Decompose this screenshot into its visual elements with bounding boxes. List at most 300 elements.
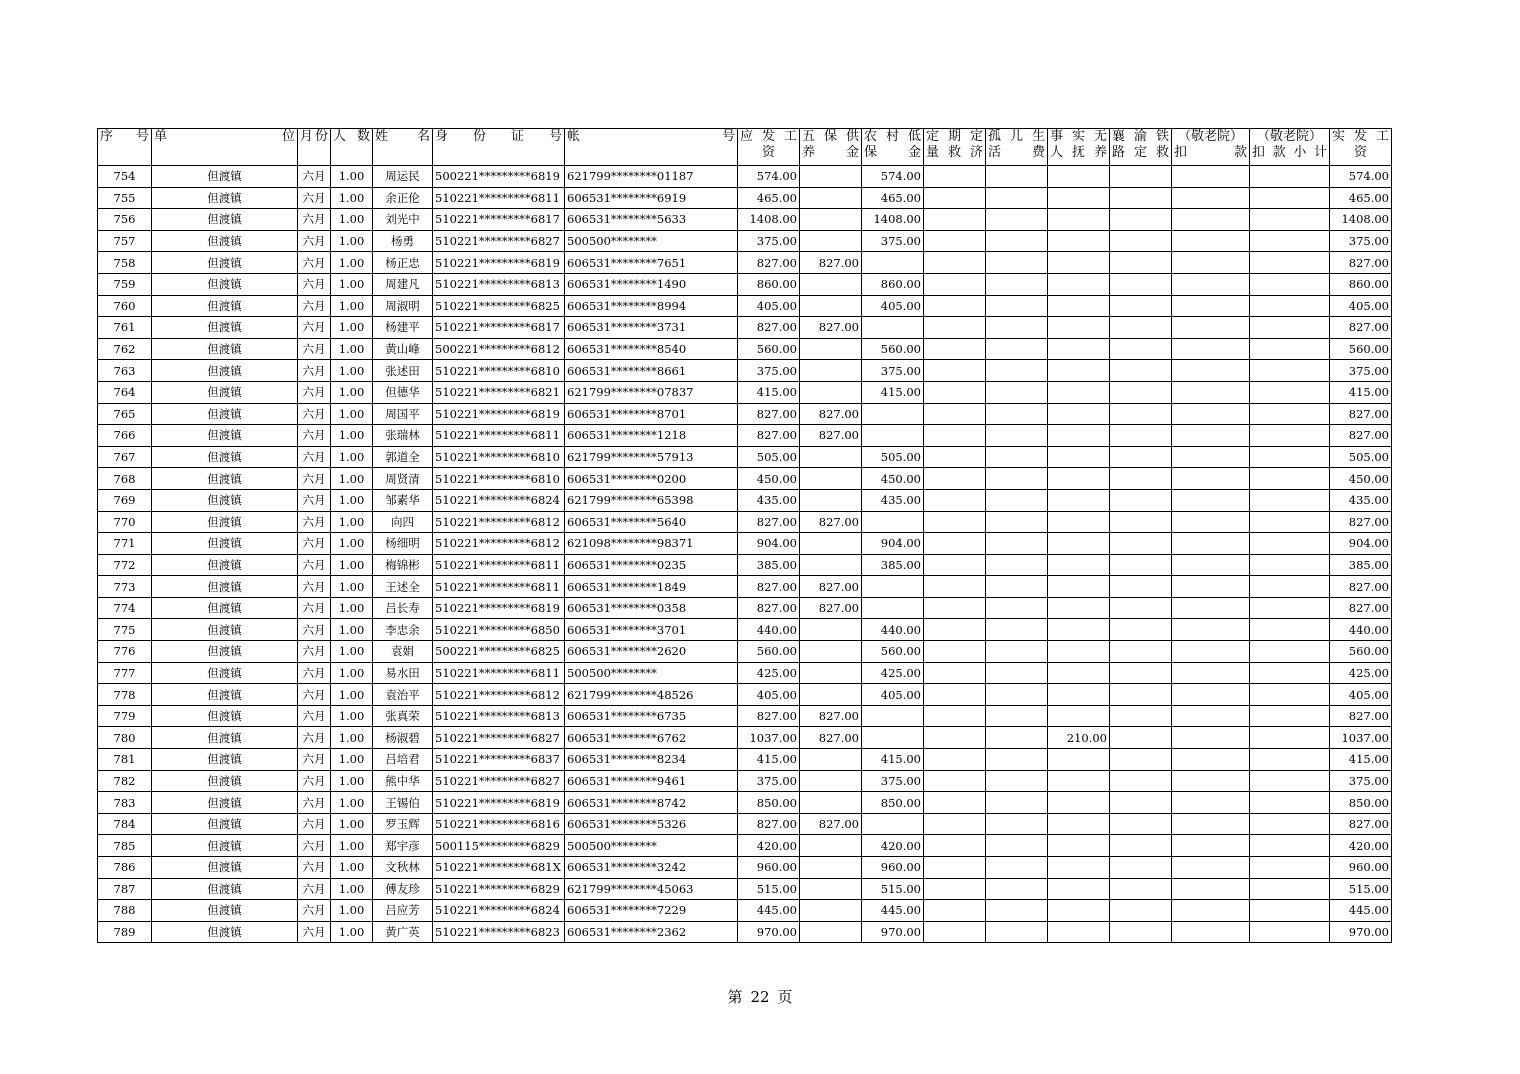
cell-due-wage: 420.00 — [738, 835, 800, 857]
cell-name: 但德华 — [373, 381, 433, 403]
cell-dibao: 435.00 — [862, 489, 924, 511]
cell-dibao — [862, 813, 924, 835]
cell-account: 606531********0358 — [565, 597, 738, 619]
cell-month: 六月 — [298, 381, 331, 403]
cell-persons: 1.00 — [331, 835, 373, 857]
table-row — [98, 813, 1392, 835]
cell-nursing-subtotal — [1250, 900, 1330, 922]
cell-dibao: 405.00 — [862, 295, 924, 317]
cell-wubao — [800, 295, 862, 317]
cell-month: 六月 — [298, 684, 331, 706]
cell-dingliang — [924, 252, 986, 274]
cell-due-wage: 827.00 — [738, 705, 800, 727]
cell-unit: 但渡镇 — [152, 295, 298, 317]
cell-unit: 但渡镇 — [152, 209, 298, 231]
cell-wubao: 827.00 — [800, 727, 862, 749]
cell-orphan — [986, 597, 1048, 619]
cell-dingliang — [924, 338, 986, 360]
cell-railway — [1110, 273, 1172, 295]
cell-account: 606531********8540 — [565, 338, 738, 360]
table-row — [98, 403, 1392, 425]
cell-nursing-subtotal — [1250, 187, 1330, 209]
cell-dingliang — [924, 209, 986, 231]
cell-id-number: 510221*********6827 — [433, 230, 565, 252]
cell-nursing-deduct — [1172, 338, 1250, 360]
col-wubao: 五 保 供 养 金 — [800, 129, 862, 166]
cell-net-wage: 827.00 — [1330, 425, 1392, 447]
cell-dingliang — [924, 576, 986, 598]
cell-month: 六月 — [298, 857, 331, 879]
table-row — [98, 921, 1392, 943]
cell-unit: 但渡镇 — [152, 597, 298, 619]
table-row — [98, 749, 1392, 771]
cell-nursing-deduct — [1172, 921, 1250, 943]
cell-seq: 761 — [98, 317, 152, 339]
cell-dingliang — [924, 705, 986, 727]
cell-orphan — [986, 381, 1048, 403]
cell-name: 张瑞林 — [373, 425, 433, 447]
cell-wubao — [800, 554, 862, 576]
cell-railway — [1110, 662, 1172, 684]
cell-wubao — [800, 641, 862, 663]
cell-net-wage: 827.00 — [1330, 252, 1392, 274]
cell-dibao — [862, 727, 924, 749]
cell-due-wage: 405.00 — [738, 295, 800, 317]
cell-wubao: 827.00 — [800, 403, 862, 425]
cell-nursing-subtotal — [1250, 705, 1330, 727]
cell-orphan — [986, 662, 1048, 684]
cell-net-wage: 960.00 — [1330, 857, 1392, 879]
cell-wubao — [800, 489, 862, 511]
cell-nursing-subtotal — [1250, 273, 1330, 295]
cell-unit: 但渡镇 — [152, 403, 298, 425]
cell-wubao — [800, 273, 862, 295]
cell-nursing-deduct — [1172, 576, 1250, 598]
col-account: 帐 号 — [565, 129, 738, 166]
cell-persons: 1.00 — [331, 619, 373, 641]
cell-de-facto — [1048, 446, 1110, 468]
cell-nursing-deduct — [1172, 511, 1250, 533]
cell-unit: 但渡镇 — [152, 317, 298, 339]
col-due-wage: 应 发 工 资 — [738, 129, 800, 166]
page-footer — [0, 986, 1520, 1007]
cell-de-facto — [1048, 878, 1110, 900]
cell-railway — [1110, 727, 1172, 749]
cell-railway — [1110, 187, 1172, 209]
cell-dingliang — [924, 597, 986, 619]
cell-dibao: 560.00 — [862, 338, 924, 360]
cell-persons: 1.00 — [331, 921, 373, 943]
cell-railway — [1110, 338, 1172, 360]
cell-nursing-subtotal — [1250, 749, 1330, 771]
cell-nursing-subtotal — [1250, 425, 1330, 447]
cell-name: 余正伦 — [373, 187, 433, 209]
table-row — [98, 468, 1392, 490]
cell-account: 621799********57913 — [565, 446, 738, 468]
cell-account: 500500******** — [565, 835, 738, 857]
cell-id-number: 510221*********6827 — [433, 770, 565, 792]
cell-dibao: 505.00 — [862, 446, 924, 468]
cell-wubao — [800, 921, 862, 943]
cell-id-number: 510221*********6824 — [433, 489, 565, 511]
cell-persons: 1.00 — [331, 770, 373, 792]
cell-nursing-subtotal — [1250, 857, 1330, 879]
cell-dingliang — [924, 381, 986, 403]
cell-nursing-deduct — [1172, 166, 1250, 188]
cell-account: 606531********5633 — [565, 209, 738, 231]
cell-dibao: 515.00 — [862, 878, 924, 900]
cell-railway — [1110, 209, 1172, 231]
col-de-facto: 事 实 无 人 抚 养 — [1048, 129, 1110, 166]
cell-dingliang — [924, 446, 986, 468]
cell-dingliang — [924, 857, 986, 879]
cell-seq: 779 — [98, 705, 152, 727]
cell-railway — [1110, 511, 1172, 533]
cell-dibao — [862, 511, 924, 533]
cell-account: 621098********98371 — [565, 533, 738, 555]
cell-railway — [1110, 425, 1172, 447]
cell-month: 六月 — [298, 338, 331, 360]
cell-account: 500500******** — [565, 662, 738, 684]
cell-seq: 763 — [98, 360, 152, 382]
cell-nursing-deduct — [1172, 533, 1250, 555]
cell-nursing-deduct — [1172, 878, 1250, 900]
cell-persons: 1.00 — [331, 554, 373, 576]
cell-month: 六月 — [298, 662, 331, 684]
cell-id-number: 510221*********6811 — [433, 554, 565, 576]
cell-dibao: 385.00 — [862, 554, 924, 576]
cell-dingliang — [924, 900, 986, 922]
cell-due-wage: 850.00 — [738, 792, 800, 814]
cell-due-wage: 1037.00 — [738, 727, 800, 749]
cell-dingliang — [924, 511, 986, 533]
cell-de-facto — [1048, 684, 1110, 706]
cell-id-number: 510221*********6810 — [433, 446, 565, 468]
cell-persons: 1.00 — [331, 230, 373, 252]
cell-unit: 但渡镇 — [152, 166, 298, 188]
cell-persons: 1.00 — [331, 252, 373, 274]
col-orphan: 孤 儿 生 活 费 — [986, 129, 1048, 166]
cell-nursing-subtotal — [1250, 662, 1330, 684]
cell-account: 606531********5326 — [565, 813, 738, 835]
cell-nursing-subtotal — [1250, 230, 1330, 252]
cell-due-wage: 860.00 — [738, 273, 800, 295]
cell-month: 六月 — [298, 511, 331, 533]
cell-dibao: 850.00 — [862, 792, 924, 814]
table-row — [98, 252, 1392, 274]
cell-net-wage: 827.00 — [1330, 511, 1392, 533]
col-dingliang: 定 期 定 量 救 济 — [924, 129, 986, 166]
cell-net-wage: 445.00 — [1330, 900, 1392, 922]
cell-wubao: 827.00 — [800, 705, 862, 727]
cell-persons: 1.00 — [331, 209, 373, 231]
cell-de-facto — [1048, 857, 1110, 879]
cell-orphan — [986, 338, 1048, 360]
cell-name: 杨建平 — [373, 317, 433, 339]
cell-dingliang — [924, 770, 986, 792]
cell-month: 六月 — [298, 252, 331, 274]
cell-de-facto — [1048, 489, 1110, 511]
cell-id-number: 510221*********6810 — [433, 468, 565, 490]
cell-seq: 754 — [98, 166, 152, 188]
cell-nursing-deduct — [1172, 554, 1250, 576]
cell-dingliang — [924, 619, 986, 641]
cell-id-number: 500221*********6825 — [433, 641, 565, 663]
cell-month: 六月 — [298, 425, 331, 447]
cell-seq: 771 — [98, 533, 152, 555]
cell-nursing-subtotal — [1250, 835, 1330, 857]
cell-railway — [1110, 641, 1172, 663]
cell-account: 606531********2362 — [565, 921, 738, 943]
cell-nursing-deduct — [1172, 857, 1250, 879]
cell-unit: 但渡镇 — [152, 338, 298, 360]
cell-nursing-deduct — [1172, 684, 1250, 706]
cell-month: 六月 — [298, 533, 331, 555]
cell-nursing-deduct — [1172, 403, 1250, 425]
cell-account: 606531********5640 — [565, 511, 738, 533]
cell-orphan — [986, 684, 1048, 706]
cell-unit: 但渡镇 — [152, 749, 298, 771]
cell-due-wage: 1408.00 — [738, 209, 800, 231]
cell-nursing-subtotal — [1250, 727, 1330, 749]
cell-dingliang — [924, 921, 986, 943]
cell-name: 黄山峰 — [373, 338, 433, 360]
cell-net-wage: 450.00 — [1330, 468, 1392, 490]
cell-de-facto — [1048, 360, 1110, 382]
cell-due-wage: 827.00 — [738, 252, 800, 274]
cell-month: 六月 — [298, 770, 331, 792]
cell-orphan — [986, 554, 1048, 576]
cell-unit: 但渡镇 — [152, 770, 298, 792]
cell-id-number: 510221*********6816 — [433, 813, 565, 835]
cell-name: 易水田 — [373, 662, 433, 684]
cell-de-facto — [1048, 835, 1110, 857]
cell-due-wage: 435.00 — [738, 489, 800, 511]
cell-dingliang — [924, 684, 986, 706]
cell-unit: 但渡镇 — [152, 792, 298, 814]
cell-nursing-subtotal — [1250, 533, 1330, 555]
cell-dingliang — [924, 813, 986, 835]
cell-persons: 1.00 — [331, 360, 373, 382]
cell-unit: 但渡镇 — [152, 900, 298, 922]
cell-nursing-subtotal — [1250, 468, 1330, 490]
cell-net-wage: 465.00 — [1330, 187, 1392, 209]
cell-dibao: 960.00 — [862, 857, 924, 879]
cell-account: 606531********8994 — [565, 295, 738, 317]
cell-due-wage: 375.00 — [738, 360, 800, 382]
cell-account: 606531********8742 — [565, 792, 738, 814]
cell-orphan — [986, 576, 1048, 598]
cell-orphan — [986, 900, 1048, 922]
cell-seq: 781 — [98, 749, 152, 771]
table-row — [98, 381, 1392, 403]
cell-month: 六月 — [298, 900, 331, 922]
cell-due-wage: 385.00 — [738, 554, 800, 576]
cell-id-number: 510221*********6813 — [433, 273, 565, 295]
col-id-number: 身 份 证 号 — [433, 129, 565, 166]
cell-persons: 1.00 — [331, 576, 373, 598]
cell-net-wage: 560.00 — [1330, 641, 1392, 663]
cell-orphan — [986, 770, 1048, 792]
cell-seq: 787 — [98, 878, 152, 900]
cell-dingliang — [924, 749, 986, 771]
col-seq: 序 号 — [98, 129, 152, 166]
cell-due-wage: 515.00 — [738, 878, 800, 900]
cell-unit: 但渡镇 — [152, 727, 298, 749]
cell-de-facto — [1048, 381, 1110, 403]
cell-persons: 1.00 — [331, 900, 373, 922]
cell-de-facto — [1048, 770, 1110, 792]
cell-name: 向四 — [373, 511, 433, 533]
cell-railway — [1110, 381, 1172, 403]
cell-nursing-subtotal — [1250, 209, 1330, 231]
cell-seq: 767 — [98, 446, 152, 468]
cell-net-wage: 415.00 — [1330, 381, 1392, 403]
cell-nursing-deduct — [1172, 705, 1250, 727]
cell-persons: 1.00 — [331, 166, 373, 188]
cell-id-number: 510221*********6819 — [433, 252, 565, 274]
cell-railway — [1110, 403, 1172, 425]
cell-orphan — [986, 230, 1048, 252]
cell-de-facto — [1048, 338, 1110, 360]
cell-dibao: 420.00 — [862, 835, 924, 857]
cell-nursing-subtotal — [1250, 554, 1330, 576]
cell-net-wage: 827.00 — [1330, 317, 1392, 339]
cell-railway — [1110, 295, 1172, 317]
cell-unit: 但渡镇 — [152, 230, 298, 252]
cell-due-wage: 375.00 — [738, 230, 800, 252]
cell-seq: 762 — [98, 338, 152, 360]
cell-wubao — [800, 662, 862, 684]
cell-dingliang — [924, 166, 986, 188]
cell-name: 吕长寿 — [373, 597, 433, 619]
cell-dingliang — [924, 468, 986, 490]
cell-net-wage: 827.00 — [1330, 403, 1392, 425]
cell-railway — [1110, 749, 1172, 771]
cell-wubao — [800, 446, 862, 468]
cell-persons: 1.00 — [331, 533, 373, 555]
cell-de-facto — [1048, 619, 1110, 641]
cell-railway — [1110, 770, 1172, 792]
cell-dingliang — [924, 295, 986, 317]
cell-due-wage: 970.00 — [738, 921, 800, 943]
cell-wubao — [800, 835, 862, 857]
cell-account: 606531********7651 — [565, 252, 738, 274]
table-row — [98, 597, 1392, 619]
cell-unit: 但渡镇 — [152, 425, 298, 447]
cell-nursing-subtotal — [1250, 446, 1330, 468]
cell-dibao: 1408.00 — [862, 209, 924, 231]
cell-net-wage: 827.00 — [1330, 813, 1392, 835]
cell-due-wage: 827.00 — [738, 576, 800, 598]
cell-id-number: 500221*********6819 — [433, 166, 565, 188]
cell-dingliang — [924, 273, 986, 295]
cell-net-wage: 1408.00 — [1330, 209, 1392, 231]
cell-account: 606531********3701 — [565, 619, 738, 641]
cell-net-wage: 560.00 — [1330, 338, 1392, 360]
cell-wubao — [800, 533, 862, 555]
cell-unit: 但渡镇 — [152, 273, 298, 295]
cell-nursing-deduct — [1172, 468, 1250, 490]
cell-nursing-deduct — [1172, 425, 1250, 447]
cell-orphan — [986, 835, 1048, 857]
cell-orphan — [986, 403, 1048, 425]
cell-due-wage: 827.00 — [738, 597, 800, 619]
cell-nursing-subtotal — [1250, 770, 1330, 792]
cell-net-wage: 505.00 — [1330, 446, 1392, 468]
cell-due-wage: 415.00 — [738, 381, 800, 403]
cell-dingliang — [924, 425, 986, 447]
cell-unit: 但渡镇 — [152, 468, 298, 490]
cell-account: 606531********3731 — [565, 317, 738, 339]
cell-railway — [1110, 878, 1172, 900]
table-row — [98, 295, 1392, 317]
cell-de-facto — [1048, 813, 1110, 835]
cell-de-facto — [1048, 576, 1110, 598]
cell-nursing-subtotal — [1250, 360, 1330, 382]
cell-unit: 但渡镇 — [152, 705, 298, 727]
cell-nursing-subtotal — [1250, 597, 1330, 619]
cell-dingliang — [924, 489, 986, 511]
cell-account: 606531********2620 — [565, 641, 738, 663]
cell-nursing-deduct — [1172, 209, 1250, 231]
cell-nursing-deduct — [1172, 749, 1250, 771]
cell-month: 六月 — [298, 878, 331, 900]
cell-dibao — [862, 403, 924, 425]
cell-net-wage: 574.00 — [1330, 166, 1392, 188]
cell-orphan — [986, 705, 1048, 727]
cell-nursing-deduct — [1172, 360, 1250, 382]
cell-due-wage: 827.00 — [738, 511, 800, 533]
cell-dingliang — [924, 662, 986, 684]
cell-unit: 但渡镇 — [152, 921, 298, 943]
cell-orphan — [986, 878, 1048, 900]
cell-dibao: 465.00 — [862, 187, 924, 209]
cell-nursing-deduct — [1172, 770, 1250, 792]
cell-railway — [1110, 619, 1172, 641]
cell-railway — [1110, 921, 1172, 943]
table-row — [98, 705, 1392, 727]
cell-wubao — [800, 360, 862, 382]
cell-month: 六月 — [298, 295, 331, 317]
cell-due-wage: 827.00 — [738, 425, 800, 447]
cell-nursing-subtotal — [1250, 295, 1330, 317]
cell-id-number: 510221*********6819 — [433, 403, 565, 425]
cell-nursing-subtotal — [1250, 317, 1330, 339]
cell-name: 黄广英 — [373, 921, 433, 943]
cell-wubao — [800, 338, 862, 360]
cell-de-facto — [1048, 749, 1110, 771]
cell-account: 606531********9461 — [565, 770, 738, 792]
cell-due-wage: 827.00 — [738, 403, 800, 425]
cell-persons: 1.00 — [331, 857, 373, 879]
cell-orphan — [986, 792, 1048, 814]
cell-nursing-deduct — [1172, 792, 1250, 814]
cell-orphan — [986, 489, 1048, 511]
cell-id-number: 510221*********6823 — [433, 921, 565, 943]
cell-seq: 789 — [98, 921, 152, 943]
cell-due-wage: 827.00 — [738, 317, 800, 339]
cell-seq: 788 — [98, 900, 152, 922]
cell-de-facto — [1048, 511, 1110, 533]
cell-wubao — [800, 770, 862, 792]
cell-account: 606531********1490 — [565, 273, 738, 295]
page-suffix: 页 — [777, 988, 793, 1006]
table-row — [98, 187, 1392, 209]
cell-due-wage: 904.00 — [738, 533, 800, 555]
table-row — [98, 770, 1392, 792]
cell-persons: 1.00 — [331, 295, 373, 317]
